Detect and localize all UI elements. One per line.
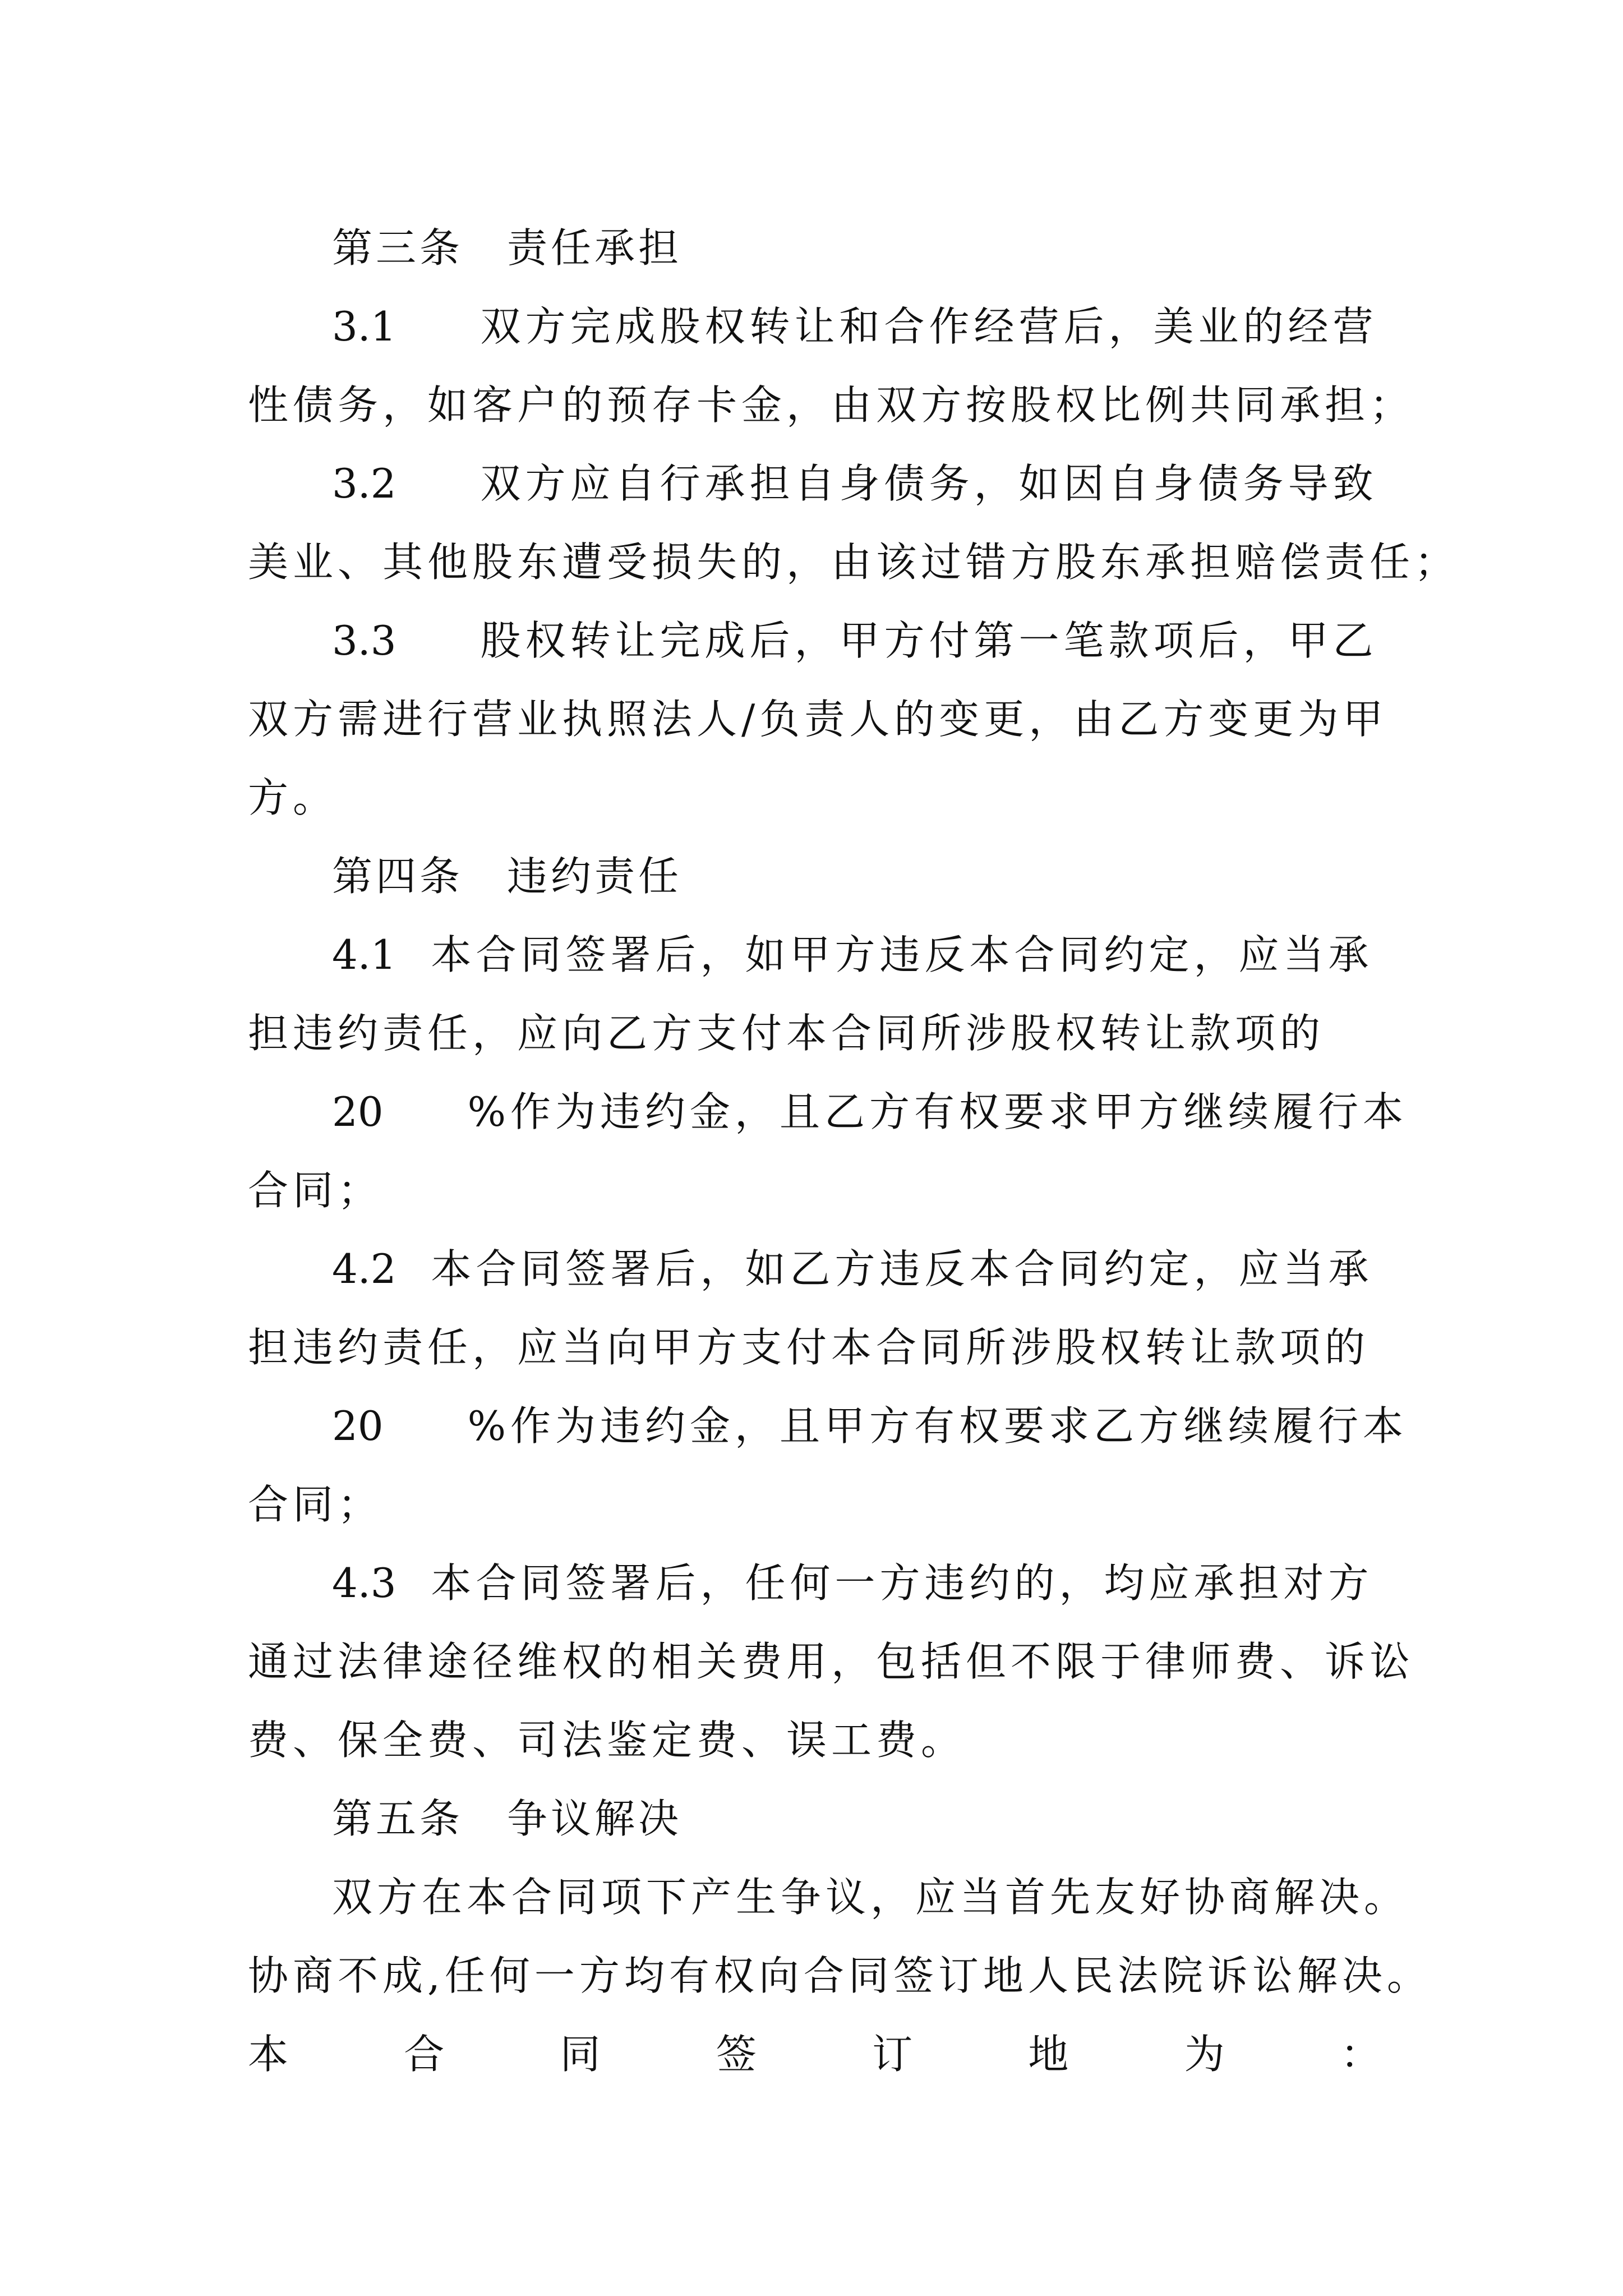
clause-3-2-line-2 bbox=[248, 523, 1459, 601]
clause-3-1-line-1 bbox=[332, 287, 1378, 366]
clause-4-1-text-2: 担违约责任，应向乙方支付本合同所涉股权转让款项的 bbox=[248, 1010, 1325, 1057]
clause-4-2-line-4 bbox=[248, 1465, 382, 1544]
clause-4-3-line-2 bbox=[248, 1622, 1414, 1701]
signing-place-char-3: 同 bbox=[560, 2031, 601, 2078]
clause-3-3-text-1: 股权转让完成后，甲方付第一笔款项后，甲乙 bbox=[480, 617, 1378, 664]
signing-place-char-6: 地 bbox=[1028, 2031, 1069, 2078]
signing-place-char-2: 合 bbox=[404, 2031, 445, 2078]
article-5-line-2 bbox=[248, 1936, 1432, 2015]
clause-4-1-line-2 bbox=[248, 994, 1325, 1073]
clause-4-3-text-2: 通过法律途径维权的相关费用，包括但不限于律师费、诉讼 bbox=[248, 1638, 1415, 1685]
clause-3-2-text-1: 双方应自行承担自身债务，如因自身债务导致 bbox=[480, 460, 1378, 507]
section-heading-article-4 bbox=[332, 837, 682, 915]
clause-number-3-3: 3.3 bbox=[332, 617, 396, 664]
penalty-percent-value-4-2: 20 bbox=[332, 1402, 384, 1450]
signing-place-char-1: 本 bbox=[248, 2031, 289, 2078]
clause-4-2-text-3: %作为违约金，且甲方有权要求乙方继续履行本 bbox=[467, 1402, 1408, 1450]
clause-4-3-text-3: 费、保全费、司法鉴定费、误工费。 bbox=[248, 1717, 966, 1764]
clause-number-3-2: 3.2 bbox=[332, 460, 396, 507]
article-5-line-1 bbox=[332, 1858, 1409, 1936]
clause-number-4-3: 4.3 bbox=[332, 1559, 396, 1607]
clause-3-3-text-2: 双方需进行营业执照法人/负责人的变更，由乙方变更为甲 bbox=[248, 696, 1388, 743]
clause-3-3-line-1 bbox=[332, 601, 1378, 680]
signing-place-char-4: 签 bbox=[716, 2031, 757, 2078]
article-5-title: 第五条 争议解决 bbox=[332, 1795, 683, 1842]
clause-4-2-text-4: 合同； bbox=[248, 1481, 383, 1528]
clause-4-3-text-1: 本合同签署后，任何一方违约的，均应承担对方 bbox=[431, 1559, 1373, 1607]
clause-3-3-line-3 bbox=[248, 758, 338, 837]
signing-place-char-5: 订 bbox=[872, 2031, 913, 2078]
clause-3-1-text-1: 双方完成股权转让和合作经营后，美业的经营 bbox=[480, 303, 1378, 350]
clause-3-2-text-2: 美业、其他股东遭受损失的，由该过错方股东承担赔偿责任； bbox=[248, 539, 1460, 586]
signing-place-char-7: 为 bbox=[1184, 2031, 1225, 2078]
clause-number-3-1: 3.1 bbox=[332, 303, 396, 350]
clause-4-2-line-2 bbox=[248, 1308, 1370, 1387]
clause-4-1-text-4: 合同； bbox=[248, 1167, 383, 1214]
penalty-percent-value-4-1: 20 bbox=[332, 1088, 384, 1135]
clause-4-1-text-1: 本合同签署后，如甲方违反本合同约定，应当承 bbox=[431, 931, 1373, 978]
clause-4-2-text-2: 担违约责任，应当向甲方支付本合同所涉股权转让款项的 bbox=[248, 1324, 1370, 1371]
clause-number-4-2: 4.2 bbox=[332, 1245, 396, 1292]
clause-4-1-line-1 bbox=[332, 915, 1373, 994]
clause-4-2-text-1: 本合同签署后，如乙方违反本合同约定，应当承 bbox=[431, 1245, 1373, 1292]
clause-number-4-1: 4.1 bbox=[332, 931, 396, 978]
signing-place-colon: ： bbox=[1340, 2031, 1381, 2078]
section-heading-article-5 bbox=[332, 1779, 682, 1858]
signing-place-line bbox=[248, 2015, 1381, 2093]
article-5-text-1: 双方在本合同项下产生争议，应当首先友好协商解决。 bbox=[332, 1874, 1409, 1921]
article-5-text-2: 协商不成,任何一方均有权向合同签订地人民法院诉讼解决。 bbox=[248, 1952, 1432, 1999]
clause-4-1-line-4 bbox=[248, 1151, 382, 1230]
clause-4-1-text-3: %作为违约金，且乙方有权要求甲方继续履行本 bbox=[467, 1088, 1408, 1135]
clause-3-3-text-3: 方。 bbox=[248, 774, 338, 821]
clause-4-3-line-1 bbox=[332, 1544, 1373, 1622]
article-3-title: 第三条 责任承担 bbox=[332, 224, 683, 272]
clause-4-1-line-3 bbox=[332, 1073, 1408, 1151]
clause-4-2-line-3 bbox=[332, 1387, 1408, 1465]
clause-3-3-line-2 bbox=[248, 680, 1387, 758]
article-4-title: 第四条 违约责任 bbox=[332, 853, 683, 900]
clause-4-2-line-1 bbox=[332, 1230, 1373, 1308]
clause-3-1-line-2 bbox=[248, 366, 1414, 444]
clause-3-1-text-2: 性债务，如客户的预存卡金，由双方按股权比例共同承担； bbox=[248, 381, 1415, 429]
section-heading-article-3 bbox=[332, 209, 682, 287]
clause-4-3-line-3 bbox=[248, 1701, 966, 1779]
clause-3-2-line-1 bbox=[332, 444, 1378, 523]
